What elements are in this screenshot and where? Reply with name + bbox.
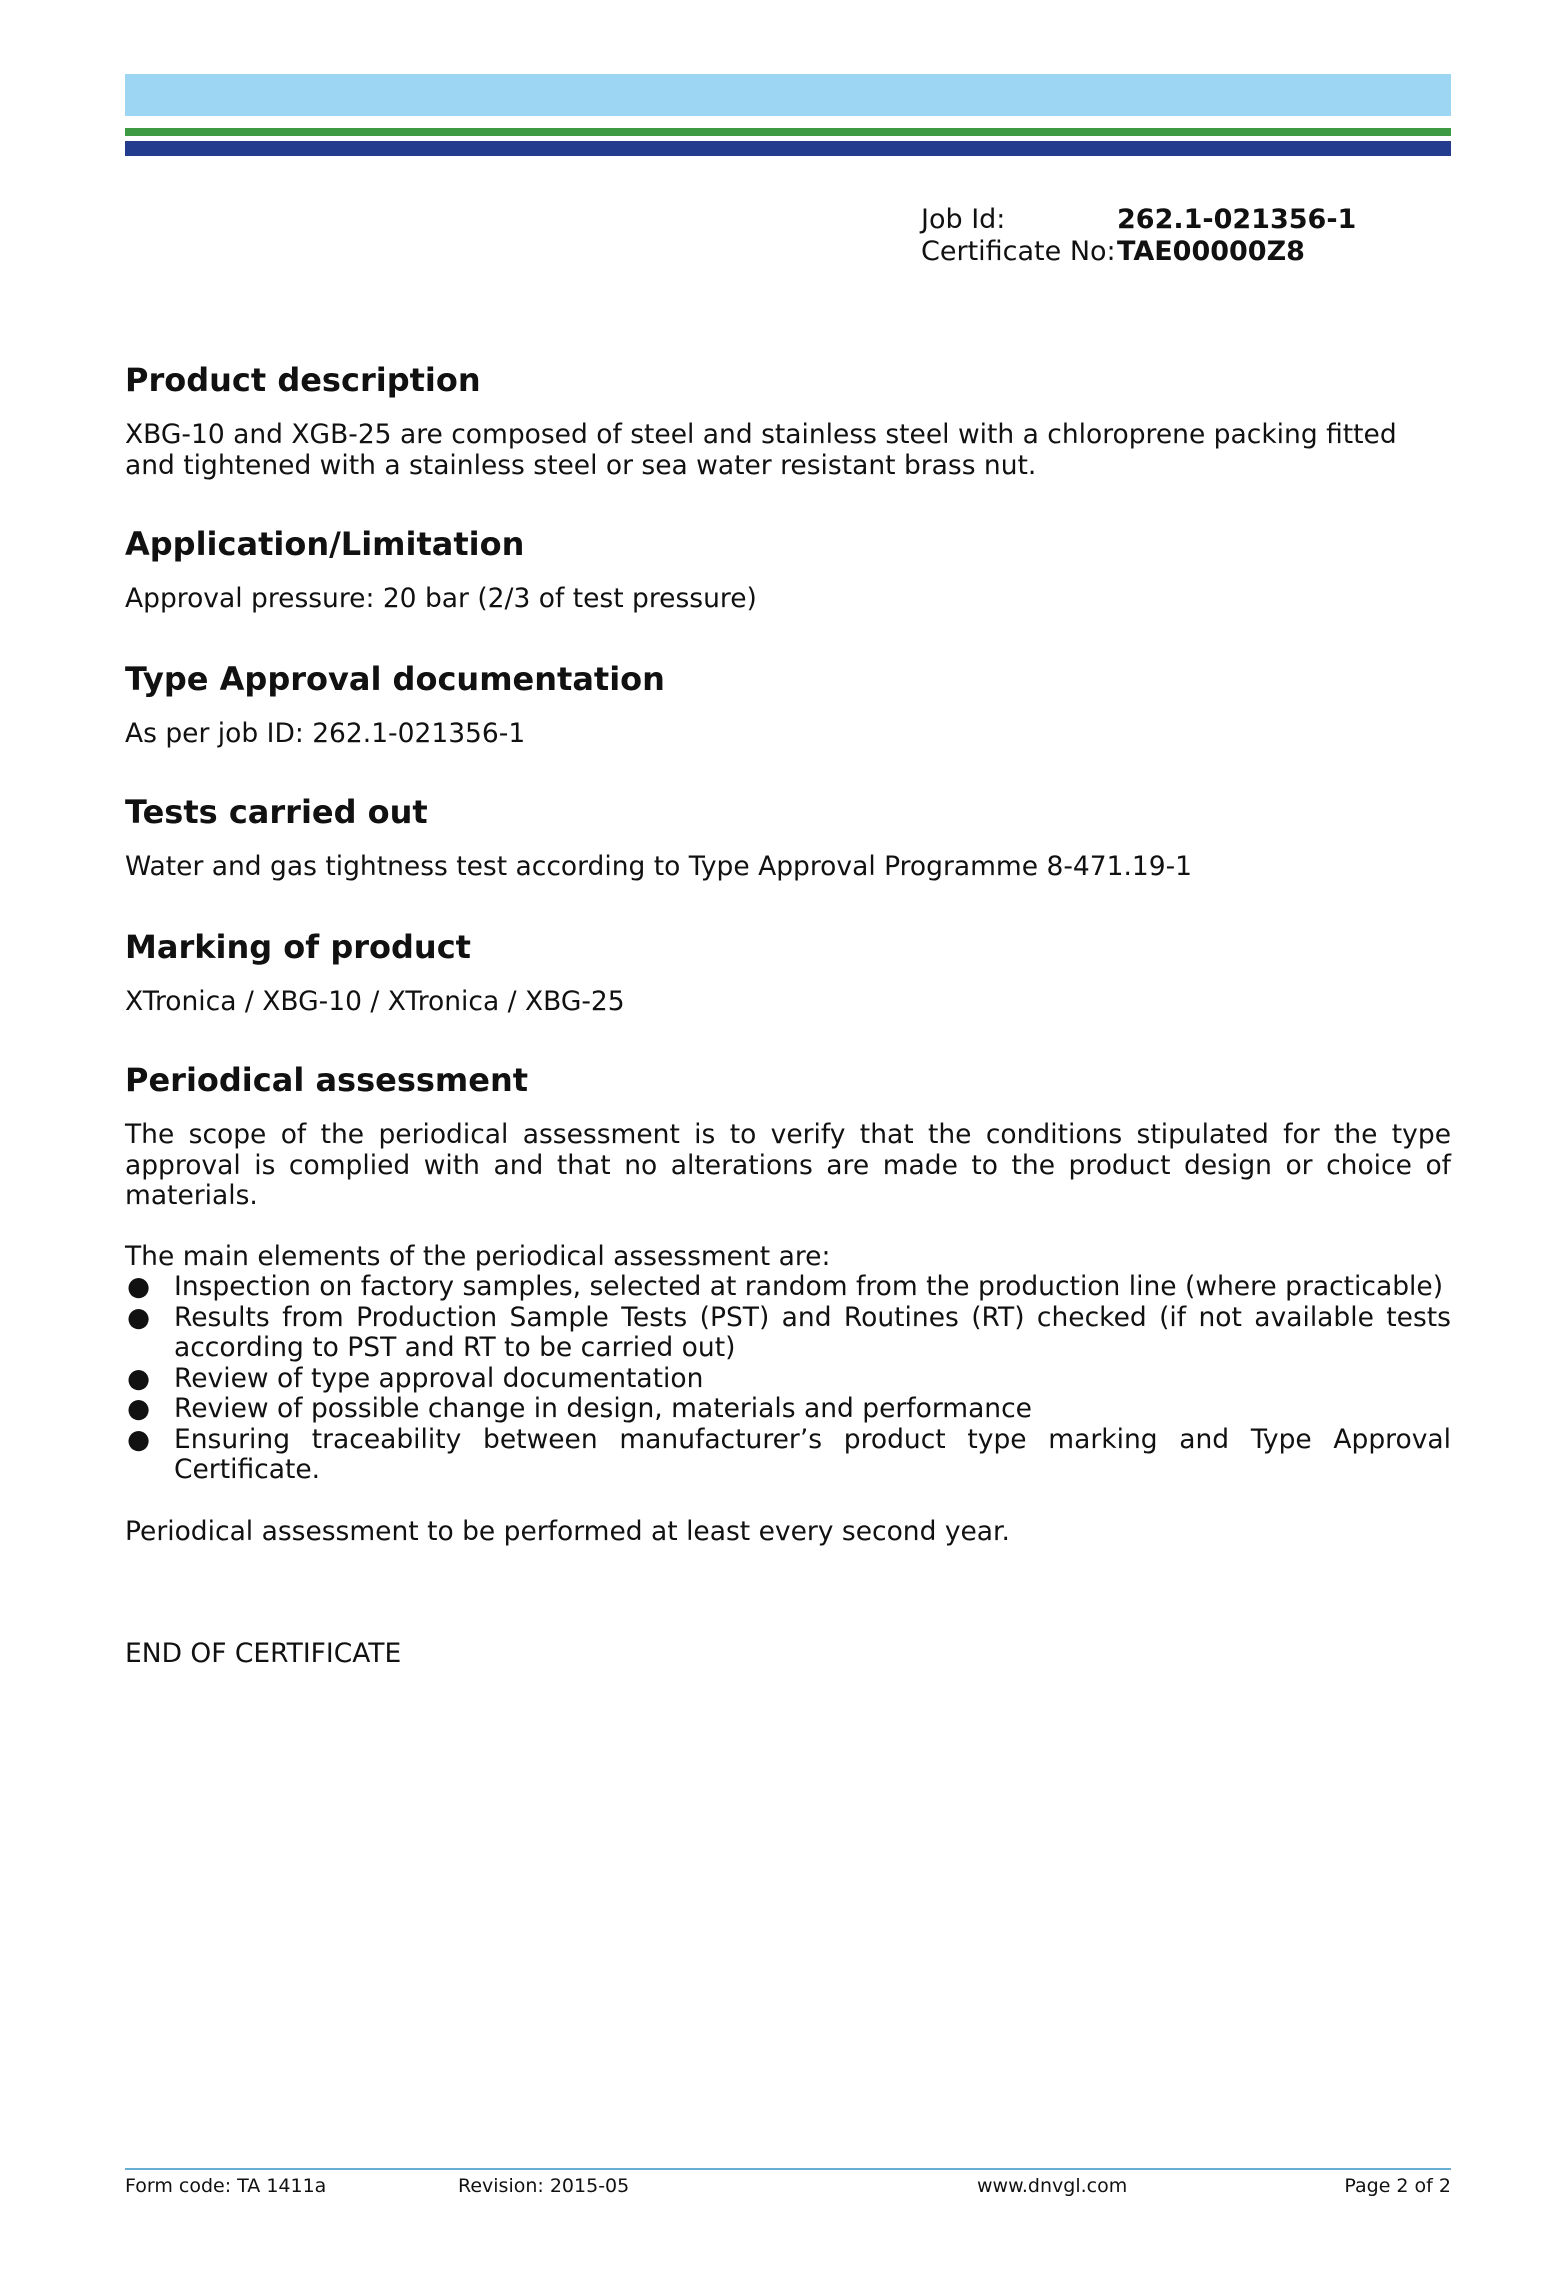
bullet-icon: ●: [127, 1301, 151, 1333]
documentation-heading: Type Approval documentation: [125, 659, 665, 698]
list-item: ● Ensuring traceability between manufacturer’s product type marking and Type Approval Certificate.: [127, 1423, 1451, 1485]
tests-text: Water and gas tightness test according to Type Approval Programme 8-471.19-1: [125, 851, 1193, 882]
certificate-no-value: TAE00000Z8: [1117, 236, 1305, 267]
header-band-green: [125, 128, 1451, 136]
footer-revision: Revision: 2015-05: [458, 2175, 630, 2197]
bullet-icon: ●: [127, 1271, 151, 1302]
footer-divider: [125, 2168, 1451, 2170]
product-description-heading: Product description: [125, 361, 481, 399]
bullet-icon: ●: [127, 1423, 151, 1455]
job-id-label: Job Id:: [921, 204, 1006, 235]
certificate-ids: [921, 204, 1356, 268]
periodical-frequency-text: Periodical assessment to be performed at least every second year.: [125, 1515, 1010, 1547]
list-item: ● Review of type approval documentation: [127, 1362, 704, 1394]
end-of-certificate: END OF CERTIFICATE: [125, 1638, 402, 1669]
certificate-body: [125, 358, 1451, 1670]
tests-heading: Tests carried out: [125, 793, 428, 831]
footer-website[interactable]: www.dnvgl.com: [977, 2175, 1128, 2197]
periodical-elements-list: [125, 1272, 1451, 1486]
bullet-icon: ●: [127, 1362, 151, 1394]
certificate-no-row: [921, 236, 1356, 268]
bullet-icon: ●: [127, 1393, 151, 1424]
marking-text: XTronica / XBG-10 / XTronica / XBG-25: [125, 985, 625, 1017]
job-id-value: 262.1-021356-1: [1117, 204, 1357, 235]
footer-form-code: Form code: TA 1411a: [125, 2175, 327, 2197]
periodical-elements-intro: The main elements of the periodical assessment are:: [125, 1240, 831, 1272]
documentation-text: As per job ID: 262.1-021356-1: [125, 717, 526, 749]
list-item: ● Inspection on factory samples, selected at random from the production line (where practicable): [127, 1271, 1444, 1302]
periodical-scope-text: The scope of the periodical assessment is to verify that the conditions stipulated for the type approval is complied with and that no alterations are made to the product design or choice of materials.: [125, 1119, 1451, 1211]
list-item: ● Review of possible change in design, materials and performance: [127, 1393, 1032, 1424]
application-text: Approval pressure: 20 bar (2/3 of test pressure): [125, 583, 757, 614]
marking-heading: Marking of product: [125, 927, 471, 966]
product-description-text: XBG-10 and XGB-25 are composed of steel and stainless steel with a chloroprene packing fitted and tightened with a stainless steel or sea water resistant brass nut.: [125, 419, 1397, 481]
periodical-heading: Periodical assessment: [125, 1061, 529, 1099]
job-id-row: [921, 204, 1356, 236]
application-heading: Application/Limitation: [125, 525, 525, 563]
list-item: ● Results from Production Sample Tests (PST) and Routines (RT) checked (if not available tests according to PST and RT to be carried out): [127, 1301, 1451, 1363]
header-band-light-blue: [125, 74, 1451, 116]
certificate-no-label: Certificate No:: [921, 236, 1116, 267]
header-band-dark-blue: [125, 141, 1451, 156]
footer-page-number: Page 2 of 2: [1344, 2175, 1451, 2197]
